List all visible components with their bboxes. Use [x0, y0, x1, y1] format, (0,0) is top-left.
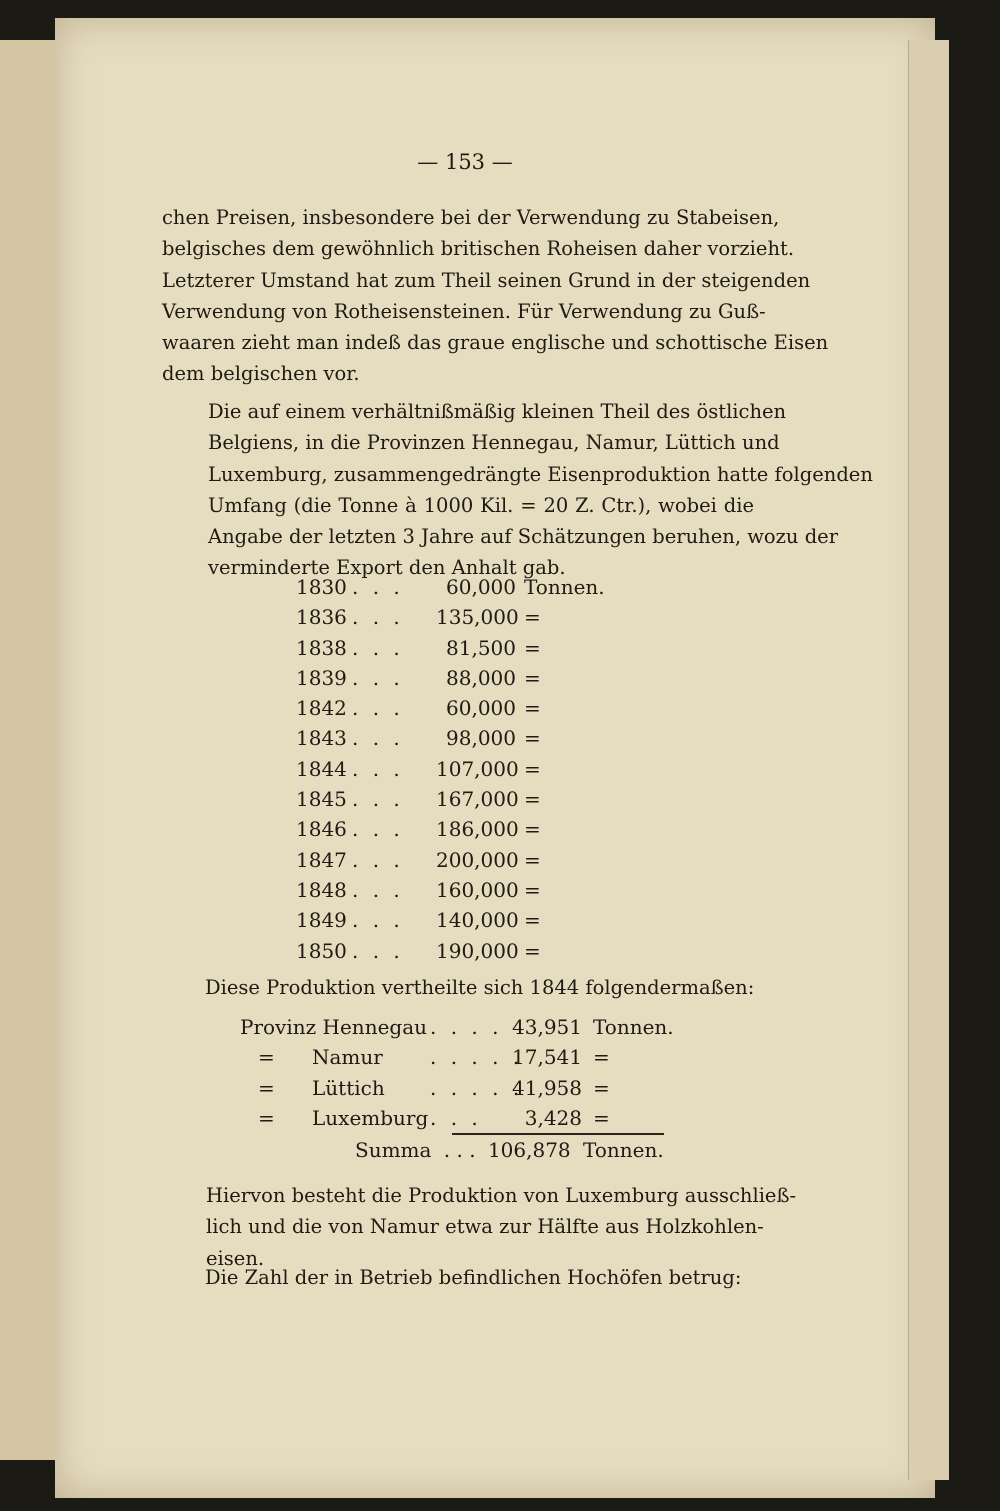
- year-cell: 1845: [296, 787, 347, 812]
- ditto-mark: =: [258, 1105, 275, 1130]
- value-cell: 167,000: [436, 787, 519, 812]
- sum-value: 106,878: [487, 1138, 571, 1162]
- value-cell: 17,541: [512, 1045, 582, 1070]
- year-cell: 1839: [296, 665, 347, 690]
- sum-label: Summa: [355, 1138, 432, 1162]
- ditto-mark: =: [258, 1075, 275, 1100]
- value-cell: 3,428: [524, 1105, 582, 1130]
- year-cell: 1846: [296, 817, 347, 842]
- value-cell: 140,000: [436, 908, 519, 933]
- year-cell: 1848: [296, 877, 347, 902]
- value-cell: 88,000: [446, 665, 516, 690]
- value-cell: 98,000: [446, 726, 516, 751]
- text-line: verminderte Export den Anhalt gab.: [208, 556, 566, 580]
- leader-dots: . . . .: [430, 1015, 503, 1039]
- province-name: Lüttich: [312, 1075, 385, 1100]
- leader-dots: . . .: [352, 605, 404, 630]
- unit-cell: Tonnen.: [583, 1138, 664, 1162]
- leader-dots: . . .: [443, 1138, 476, 1162]
- value-cell: 200,000: [436, 847, 519, 872]
- text-line: dem belgischen vor.: [162, 362, 360, 386]
- value-cell: 107,000: [436, 756, 519, 781]
- value-cell: 186,000: [436, 817, 519, 842]
- year-cell: 1847: [296, 847, 347, 872]
- sum-rule: [452, 1133, 664, 1135]
- leader-dots: . . .: [352, 847, 404, 872]
- leader-dots: . . .: [352, 575, 404, 599]
- leader-dots: . . .: [352, 665, 404, 690]
- leader-dots: . . . . .: [430, 1075, 524, 1100]
- leader-dots: . . .: [352, 908, 404, 933]
- leader-dots: . . .: [352, 756, 404, 781]
- unit-cell: =: [524, 787, 541, 812]
- year-cell: 1844: [296, 756, 347, 781]
- ditto-mark: =: [258, 1045, 275, 1070]
- unit-cell: =: [524, 908, 541, 933]
- value-cell: 60,000: [446, 696, 516, 721]
- year-cell: 1830: [296, 575, 347, 599]
- year-cell: 1836: [296, 605, 347, 630]
- text-line: lich und die von Namur etwa zur Hälfte aus Holzkohlen-: [206, 1215, 764, 1239]
- leader-dots: . . .: [352, 877, 404, 902]
- province-name: Luxemburg: [312, 1105, 429, 1130]
- text-line: Umfang (die Tonne à 1000 Kil. = 20 Z. Ctr.), wobei die: [208, 493, 754, 517]
- leader-dots: . . .: [352, 635, 404, 660]
- text-line: Hiervon besteht die Produktion von Luxemburg ausschließ-: [206, 1184, 797, 1207]
- value-cell: 135,000: [436, 605, 519, 630]
- unit-cell: =: [524, 696, 541, 721]
- text-line: Die auf einem verhältnißmäßig kleinen Theil des östlichen: [208, 400, 787, 423]
- value-cell: 41,958: [512, 1075, 582, 1100]
- leader-dots: . . .: [430, 1105, 482, 1130]
- paragraph-1: [162, 202, 829, 390]
- value-cell: 160,000: [436, 877, 519, 902]
- leader-dots: . . . . .: [430, 1045, 524, 1070]
- paragraph-3: [162, 1180, 797, 1274]
- text-line: chen Preisen, insbesondere bei der Verwendung zu Stabeisen,: [162, 206, 780, 229]
- unit-cell: =: [524, 877, 541, 902]
- year-cell: 1842: [296, 696, 347, 721]
- year-cell: 1843: [296, 726, 347, 751]
- text-line: waaren zieht man indeß das graue englische und schottische Eisen: [162, 331, 829, 355]
- unit-cell: Tonnen.: [524, 575, 605, 599]
- unit-cell: =: [524, 756, 541, 781]
- sum-row: [355, 1138, 670, 1162]
- page-number: — 153 —: [417, 150, 513, 174]
- year-cell: 1849: [296, 908, 347, 933]
- year-cell: 1838: [296, 635, 347, 660]
- distribution-intro: Diese Produktion vertheilte sich 1844 folgendermaßen:: [205, 976, 755, 999]
- text-line: Letzterer Umstand hat zum Theil seinen Grund in der steigenden: [162, 268, 811, 292]
- value-cell: 190,000: [436, 938, 519, 963]
- year-cell: 1850: [296, 938, 347, 963]
- unit-cell: =: [593, 1045, 610, 1070]
- unit-cell: =: [524, 605, 541, 630]
- leader-dots: . . .: [352, 817, 404, 842]
- leader-dots: . . .: [352, 726, 404, 751]
- unit-cell: =: [524, 665, 541, 690]
- value-cell: 81,500: [446, 635, 516, 660]
- value-cell: 60,000: [446, 575, 516, 599]
- value-cell: 43,951: [512, 1015, 582, 1039]
- page-stack-edge: [908, 40, 949, 1480]
- text-line: Verwendung von Rotheisensteinen. Für Verwendung zu Guß-: [162, 299, 766, 323]
- unit-cell: =: [593, 1105, 610, 1130]
- unit-cell: =: [524, 635, 541, 660]
- unit-cell: =: [524, 847, 541, 872]
- province-name: Provinz Hennegau: [240, 1015, 428, 1039]
- unit-cell: =: [524, 726, 541, 751]
- unit-cell: Tonnen.: [593, 1015, 674, 1039]
- province-name: Namur: [312, 1045, 383, 1070]
- text-line: Angabe der letzten 3 Jahre auf Schätzungen beruhen, wozu der: [208, 525, 839, 549]
- paragraph-2: [162, 396, 873, 584]
- unit-cell: =: [524, 938, 541, 963]
- leader-dots: . . .: [352, 938, 404, 963]
- unit-cell: =: [593, 1075, 610, 1100]
- leader-dots: . . .: [352, 787, 404, 812]
- blast-furnace-intro: Die Zahl der in Betrieb befindlichen Hochöfen betrug:: [205, 1266, 742, 1289]
- text-line: Belgiens, in die Provinzen Hennegau, Namur, Lüttich und: [208, 431, 780, 455]
- text-line: eisen.: [206, 1246, 265, 1270]
- text-line: belgisches dem gewöhnlich britischen Roheisen daher vorzieht.: [162, 237, 795, 261]
- leader-dots: . . .: [352, 696, 404, 721]
- text-line: Luxemburg, zusammengedrängte Eisenproduktion hatte folgenden: [208, 462, 873, 486]
- unit-cell: =: [524, 817, 541, 842]
